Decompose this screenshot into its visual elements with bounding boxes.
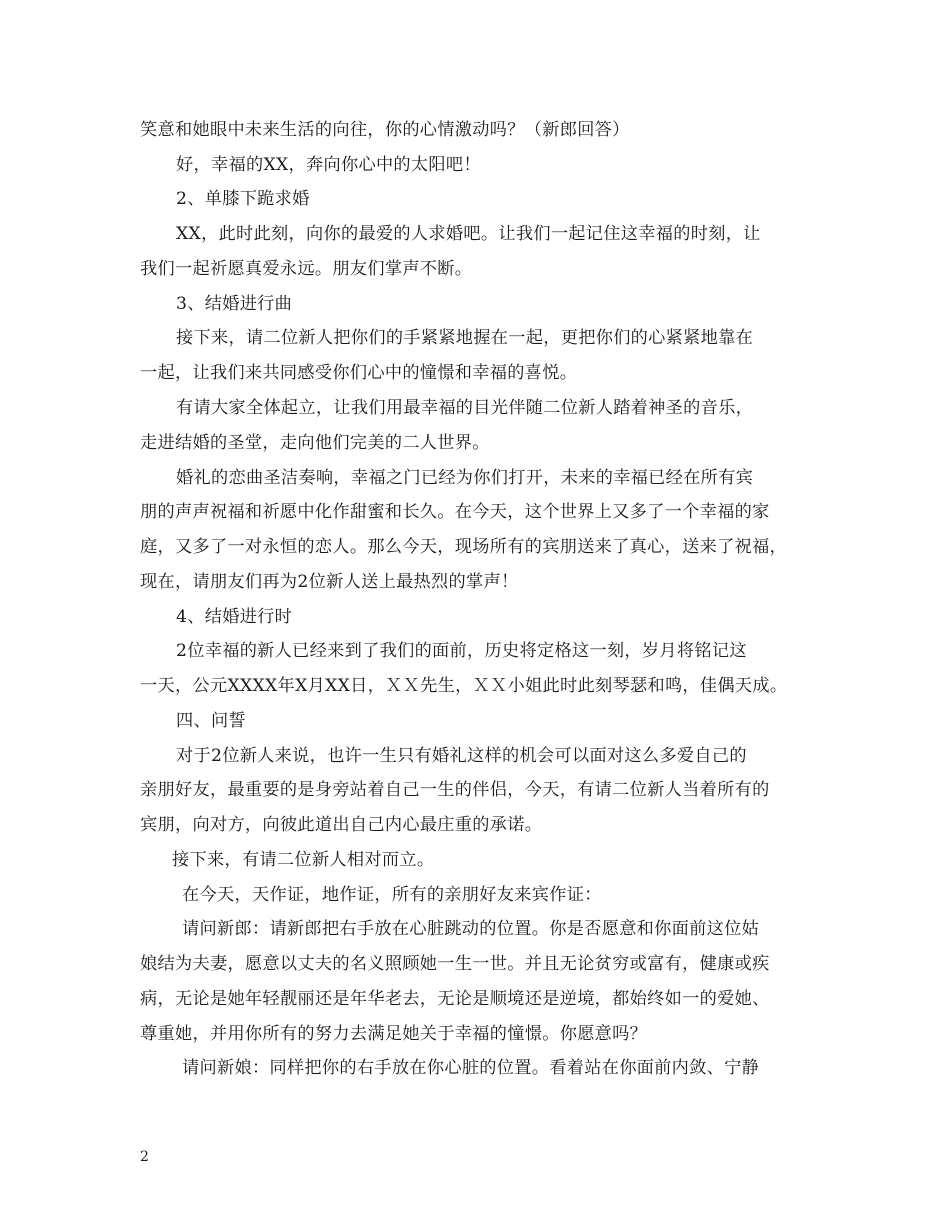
text-line: 在今天，天作证，地作证，所有的亲朋好友来宾作证： <box>182 885 602 905</box>
section-heading: 四、问誓 <box>176 711 246 731</box>
section-heading: 4、结婚进行时 <box>176 607 293 627</box>
section-heading: 2、单膝下跪求婚 <box>176 189 310 209</box>
text-line: 庭，又多了一对永恒的恋人。那么今天，现场所有的宾朋送来了真心，送来了祝福， <box>140 537 788 557</box>
text-line: 现在，请朋友们再为2位新人送上最热烈的掌声！ <box>140 572 519 592</box>
text-line: 亲朋好友，最重要的是身旁站着自己一生的伴侣，今天，有请二位新人当着所有的 <box>140 780 770 800</box>
text-line: 请问新娘：同样把你的右手放在你心脏的位置。看着站在你面前内敛、宁静 <box>182 1058 760 1078</box>
text-line: 好，幸福的XX，奔向你心中的太阳吧！ <box>176 155 481 175</box>
text-line: 一天，公元XXXX年X月XX日，ＸＸ先生，ＸＸ小姐此时此刻琴瑟和鸣，佳偶天成。 <box>140 676 788 696</box>
text-line: 婚礼的恋曲圣洁奏响，幸福之门已经为你们打开，未来的幸福已经在所有宾 <box>176 468 754 488</box>
text-line: 病，无论是她年轻靓丽还是年华老去，无论是顺境还是逆境，都始终如一的爱她、 <box>140 989 770 1009</box>
text-line: 一起，让我们来共同感受你们心中的憧憬和幸福的喜悦。 <box>140 363 578 383</box>
text-line: 朋的声声祝福和祈愿中化作甜蜜和长久。在今天，这个世界上又多了一个幸福的家 <box>140 502 770 522</box>
text-line: 接下来，请二位新人把你们的手紧紧地握在一起，更把你们的心紧紧地靠在 <box>176 328 754 348</box>
text-line: 娘结为夫妻，愿意以丈夫的名义照顾她一生一世。并且无论贫穷或富有，健康或疾 <box>140 954 770 974</box>
text-line: 对于2位新人来说，也许一生只有婚礼这样的机会可以面对这么多爱自己的 <box>176 746 747 766</box>
text-line: 笑意和她眼中未来生活的向往，你的心情激动吗？（新郎回答） <box>140 120 630 140</box>
text-line: 我们一起祈愿真爱永远。朋友们掌声不断。 <box>140 259 473 279</box>
section-heading: 3、结婚进行曲 <box>176 294 293 314</box>
page-number: 2 <box>140 1149 149 1165</box>
text-line: 接下来，有请二位新人相对而立。 <box>172 850 435 870</box>
text-line: 有请大家全体起立，让我们用最幸福的目光伴随二位新人踏着神圣的音乐， <box>176 398 754 418</box>
text-line: 宾朋，向对方，向彼此道出自己内心最庄重的承诺。 <box>140 815 543 835</box>
text-line: 走进结婚的圣堂，走向他们完美的二人世界。 <box>140 433 490 453</box>
text-line: 尊重她，并用你所有的努力去满足她关于幸福的憧憬。你愿意吗？ <box>140 1024 648 1044</box>
text-line: 请问新郎：请新郎把右手放在心脏跳动的位置。你是否愿意和你面前这位姑 <box>182 919 760 939</box>
text-line: 2位幸福的新人已经来到了我们的面前，历史将定格这一刻，岁月将铭记这 <box>176 641 747 661</box>
text-line: XX，此时此刻，向你的最爱的人求婚吧。让我们一起记住这幸福的时刻，让 <box>176 224 761 244</box>
